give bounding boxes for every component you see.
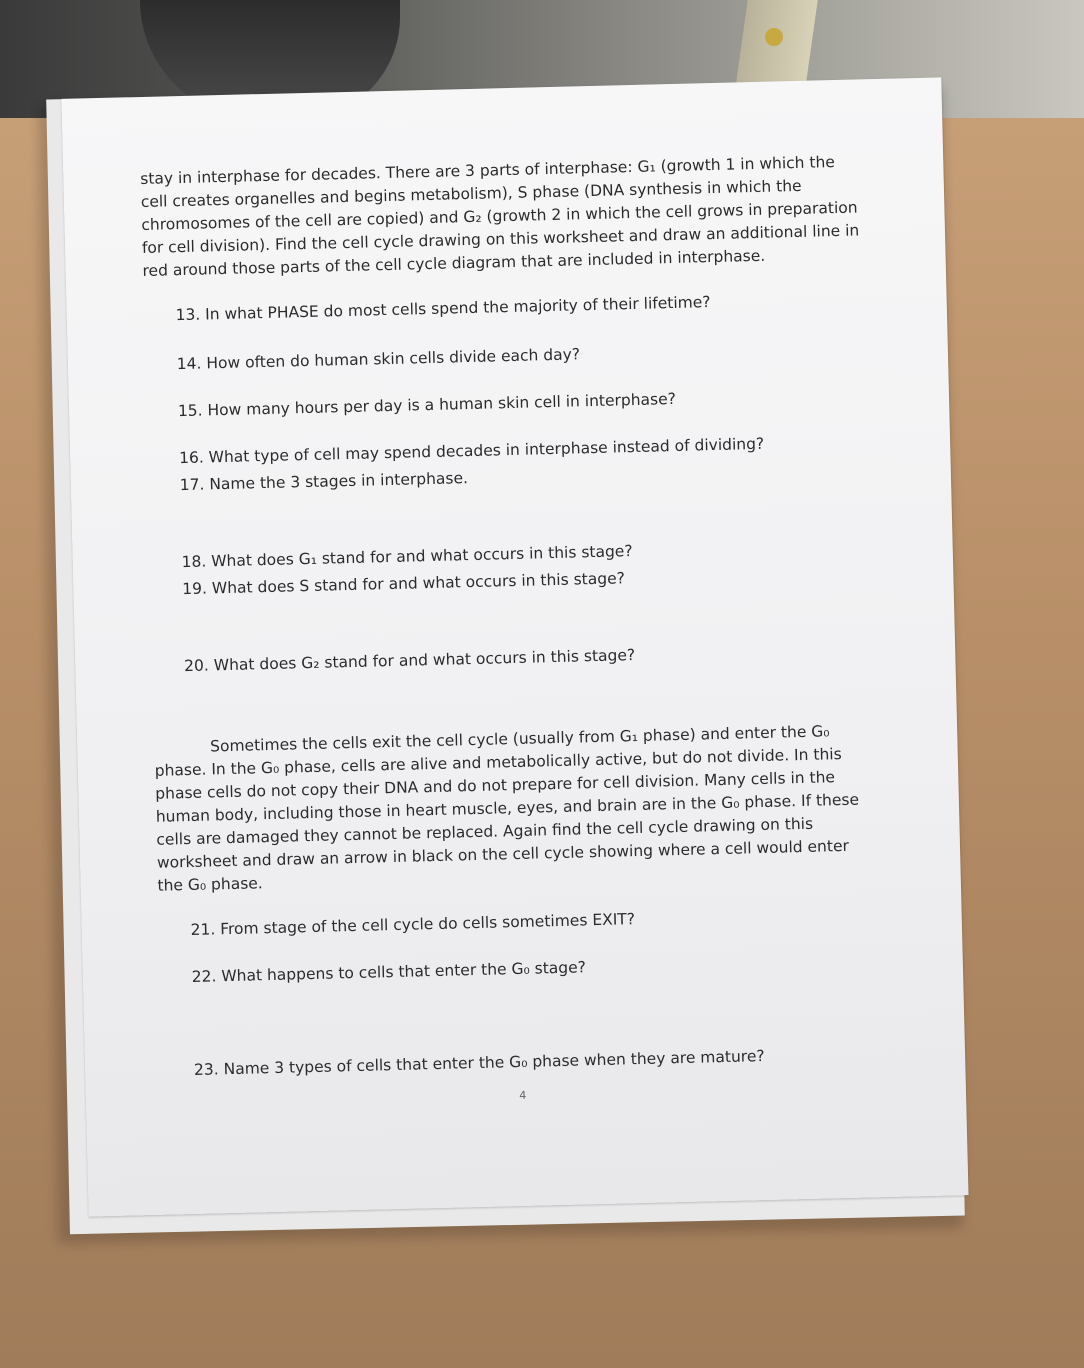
intro-paragraph: stay in interphase for decades. There are 3 parts of interphase: G₁ (growth 1 in which the cell creates organelles and begins metabolism), S phase (DNA synthesis in which the chromosomes of the cell are copied) and G₂ (growth 2 in which the cell grows in preparation for cell division). Find the cell cycle drawing on this worksheet and draw an additional line in red around those parts of the cell cycle diagram that are included in interphase. <box>140 153 860 280</box>
question-22: 22. What happens to cells that enter the G₀ stage? <box>191 958 587 986</box>
question-20: 20. What does G₂ stand for and what occurs in this stage? <box>183 646 636 676</box>
worksheet-text <box>140 150 883 1126</box>
g0-paragraph: Sometimes the cells exit the cell cycle (usually from G₁ phase) and enter the G₀ phase. In the G₀ phase, cells are alive and metabolically active, but do not divide. In this phase cells do not copy their DNA and do not prepare for cell division. Many cells in the human body, including those in heart muscle, eyes, and brain are in the G₀ phase. If these cells are damaged they cannot be replaced. Again find the cell cycle drawing on this worksheet and draw an arrow in black on the cell cycle showing where a cell would enter the G₀ phase. <box>154 722 860 895</box>
question-19: 19. What does S stand for and what occurs in this stage? <box>182 569 626 599</box>
question-14: 14. How often do human skin cells divide each day? <box>176 345 581 374</box>
question-13: 13. In what PHASE do most cells spend the majority of their lifetime? <box>175 293 711 325</box>
background-dot <box>765 28 783 46</box>
question-16: 16. What type of cell may spend decades in interphase instead of dividing? <box>178 434 765 468</box>
question-18: 18. What does G₁ stand for and what occurs in this stage? <box>181 542 633 572</box>
question-17: 17. Name the 3 stages in interphase. <box>179 469 469 495</box>
question-23: 23. Name 3 types of cells that enter the G₀ phase when they are mature? <box>193 1047 765 1079</box>
question-21: 21. From stage of the cell cycle do cells sometimes EXIT? <box>190 910 636 939</box>
question-15: 15. How many hours per day is a human skin cell in interphase? <box>177 389 677 421</box>
page-number: 4 <box>519 1088 527 1103</box>
